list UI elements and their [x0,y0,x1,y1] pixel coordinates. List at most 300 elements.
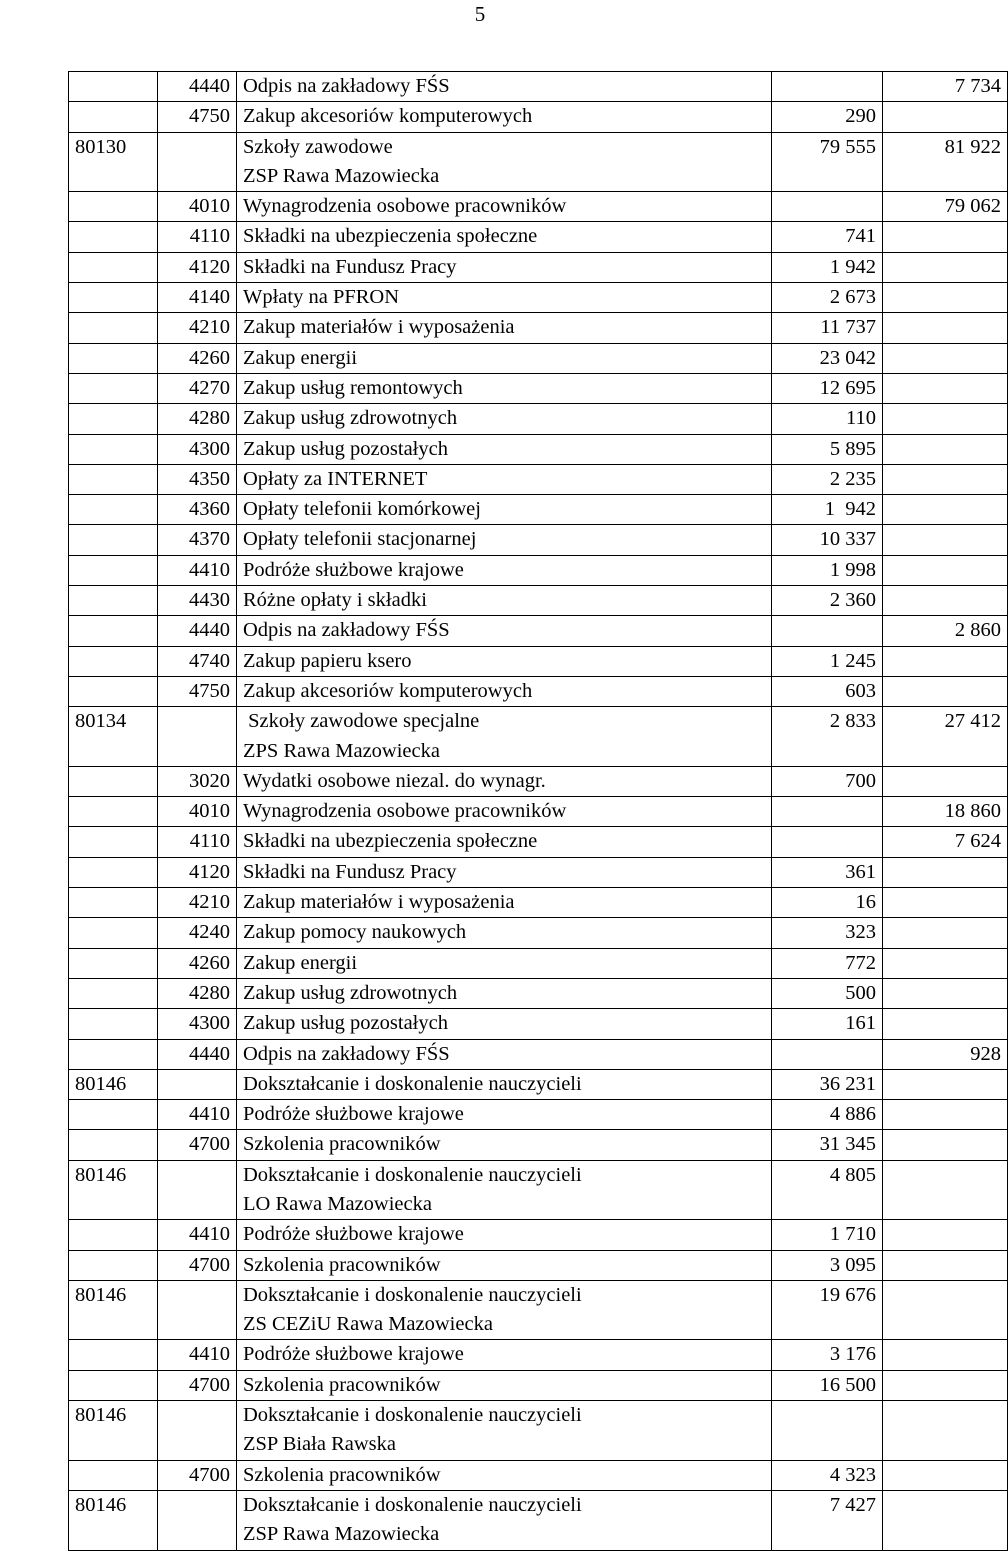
plan-amount-cell [772,252,883,282]
paragraf-cell [158,1460,237,1490]
plan-amount-value: 1 998 [829,558,876,581]
paragraf-value: 4280 [189,981,230,1004]
total-amount-cell [883,343,1008,373]
paragraf-cell [158,555,237,585]
table-row [69,404,1008,434]
plan-amount-value: 2 235 [829,467,876,490]
plan-amount-cell [772,586,883,616]
dzial-cell [69,1401,158,1461]
name-cell [237,132,772,192]
plan-amount-value: 16 500 [819,1373,876,1396]
table-row [69,1100,1008,1130]
plan-amount-cell [772,1460,883,1490]
budget-table-body [69,72,1008,1551]
paragraf-value: 4440 [189,619,230,642]
item-name: Zakup usług remontowych [243,376,463,399]
dzial-value [75,918,151,947]
dzial-cell [69,1130,158,1160]
plan-amount-value: 772 [845,951,876,974]
dzial-cell [69,525,158,555]
dzial-value [75,344,151,373]
dzial-cell [69,283,158,313]
paragraf-cell [158,918,237,948]
dzial-cell [69,918,158,948]
dzial-cell [69,495,158,525]
plan-amount-value: 36 231 [819,1072,876,1095]
dzial-cell [69,1340,158,1370]
name-cell [237,102,772,132]
table-row [69,1250,1008,1280]
item-subname: ZSP Rawa Mazowiecka [243,1523,440,1546]
item-name: Opłaty za INTERNET [243,467,428,490]
name-cell [237,1280,772,1340]
plan-amount-cell [772,1009,883,1039]
name-cell [237,1401,772,1461]
total-amount-cell [883,616,1008,646]
dzial-value [75,495,151,524]
plan-amount-cell [772,707,883,767]
table-row [69,857,1008,887]
dzial-value [75,556,151,585]
plan-amount-cell [772,464,883,494]
paragraf-value: 4280 [189,407,230,430]
plan-amount-cell [772,646,883,676]
dzial-value [75,1340,151,1369]
paragraf-value: 4370 [189,528,230,551]
dzial-value [75,374,151,403]
name-cell [237,918,772,948]
plan-amount-cell [772,373,883,403]
item-subname: ZS CEZiU Rawa Mazowiecka [243,1313,493,1336]
item-name: Odpis na zakładowy FŚS [243,75,450,97]
name-cell [237,1220,772,1250]
total-amount-cell [883,313,1008,343]
dzial-value: 80146 [75,1072,127,1095]
paragraf-value: 4010 [189,195,230,218]
item-name: Zakup materiałów i wyposażenia [243,891,515,914]
total-amount-cell [883,192,1008,222]
total-amount-value [889,102,1001,131]
total-amount-cell [883,434,1008,464]
plan-amount-cell [772,72,883,102]
item-name: Zakup akcesoriów komputerowych [243,679,533,702]
plan-amount-cell [772,1039,883,1069]
paragraf-cell [158,343,237,373]
table-row [69,72,1008,102]
total-amount-cell [883,586,1008,616]
total-amount-value: 79 062 [944,195,1001,218]
paragraf-value: 4140 [189,286,230,309]
plan-amount-value: 12 695 [819,376,876,399]
paragraf-cell [158,1401,237,1461]
paragraf-cell [158,857,237,887]
dzial-value: 80146 [75,1493,127,1516]
dzial-cell [69,797,158,827]
item-name: Zakup energii [243,346,358,369]
dzial-cell [69,1280,158,1340]
total-amount-value [889,313,1001,342]
plan-amount-cell [772,222,883,252]
paragraf-value: 4010 [189,800,230,823]
paragraf-value: 4440 [189,1042,230,1065]
dzial-value [75,102,151,131]
name-cell [237,978,772,1008]
plan-amount-value [778,616,876,645]
total-amount-value: 81 922 [944,135,1001,158]
name-cell [237,616,772,646]
total-amount-value [889,888,1001,917]
plan-amount-cell [772,1160,883,1220]
plan-amount-cell [772,978,883,1008]
item-name: Zakup usług zdrowotnych [243,981,458,1004]
total-amount-value [889,253,1001,282]
total-amount-cell [883,1100,1008,1130]
total-amount-value [889,404,1001,433]
dzial-cell [69,766,158,796]
total-amount-cell [883,1370,1008,1400]
total-amount-value [889,1130,1001,1159]
total-amount-value [889,1281,1001,1310]
dzial-cell [69,373,158,403]
paragraf-value: 4240 [189,921,230,944]
paragraf-value: 4110 [189,830,230,853]
name-cell [237,676,772,706]
dzial-cell [69,948,158,978]
name-cell [237,404,772,434]
total-amount-cell [883,555,1008,585]
total-amount-value [889,858,1001,887]
dzial-cell [69,1009,158,1039]
total-amount-value [889,979,1001,1008]
plan-amount-cell [772,555,883,585]
item-name: Wynagrodzenia osobowe pracowników [243,800,567,823]
name-cell [237,1250,772,1280]
name-cell [237,857,772,887]
paragraf-value: 4410 [189,1223,230,1246]
total-amount-cell [883,1280,1008,1340]
name-cell [237,646,772,676]
total-amount-value: 27 412 [944,710,1001,733]
item-name: Zakup pomocy naukowych [243,921,467,944]
total-amount-value [889,435,1001,464]
item-name: Zakup energii [243,951,358,974]
paragraf-cell [158,373,237,403]
name-cell [237,1490,772,1550]
total-amount-value [889,222,1001,251]
paragraf-value: 4750 [189,679,230,702]
table-row [69,888,1008,918]
dzial-value [75,283,151,312]
paragraf-value: 4260 [189,951,230,974]
total-amount-value: 7 624 [954,830,1001,853]
total-amount-value: 18 860 [944,800,1001,823]
paragraf-value: 4740 [189,649,230,672]
dzial-value [75,979,151,1008]
total-amount-cell [883,918,1008,948]
dzial-value [75,404,151,433]
total-amount-cell [883,888,1008,918]
table-row [69,373,1008,403]
dzial-value [75,677,151,706]
total-amount-cell [883,464,1008,494]
item-name: Szkolenia pracowników [243,1373,441,1396]
dzial-value: 80146 [75,1163,127,1186]
table-row [69,102,1008,132]
plan-amount-cell [772,1280,883,1340]
total-amount-value [889,1161,1001,1190]
plan-amount-value [778,72,876,101]
dzial-value [75,72,151,101]
name-cell [237,948,772,978]
paragraf-cell [158,766,237,796]
dzial-cell [69,888,158,918]
paragraf-value: 4700 [189,1373,230,1396]
plan-amount-cell [772,192,883,222]
plan-amount-cell [772,918,883,948]
item-name: Dokształcanie i doskonalenie nauczycieli [243,1163,582,1186]
plan-amount-cell [772,676,883,706]
paragraf-value [164,707,230,736]
dzial-cell [69,464,158,494]
total-amount-cell [883,1340,1008,1370]
table-row [69,1069,1008,1099]
item-name: Podróże służbowe krajowe [243,558,464,581]
plan-amount-value: 700 [845,769,876,792]
total-amount-value [889,525,1001,554]
budget-table [68,71,1008,1551]
name-cell [237,313,772,343]
dzial-cell [69,586,158,616]
total-amount-cell [883,1130,1008,1160]
plan-amount-value: 741 [845,225,876,248]
name-cell [237,1009,772,1039]
dzial-value [75,1371,151,1400]
plan-amount-cell [772,1100,883,1130]
dzial-cell [69,102,158,132]
table-row [69,555,1008,585]
table-row [69,343,1008,373]
paragraf-cell [158,72,237,102]
paragraf-value: 4300 [189,1012,230,1035]
dzial-cell [69,1069,158,1099]
paragraf-cell [158,676,237,706]
dzial-cell [69,1220,158,1250]
plan-amount-value: 161 [845,1012,876,1035]
total-amount-cell [883,525,1008,555]
total-amount-value [889,647,1001,676]
total-amount-cell [883,857,1008,887]
item-name: Opłaty telefonii stacjonarnej [243,528,477,551]
name-cell [237,525,772,555]
name-cell [237,1370,772,1400]
paragraf-cell [158,132,237,192]
paragraf-cell [158,586,237,616]
dzial-cell [69,313,158,343]
paragraf-value: 4430 [189,589,230,612]
paragraf-cell [158,616,237,646]
item-name: Składki na ubezpieczenia społeczne [243,225,538,248]
dzial-value [75,616,151,645]
table-row [69,1039,1008,1069]
plan-amount-value [778,1040,876,1069]
total-amount-value: 2 860 [954,619,1001,642]
plan-amount-value: 16 [855,891,876,914]
paragraf-value: 4410 [189,558,230,581]
total-amount-value: 928 [970,1042,1001,1065]
table-row [69,827,1008,857]
name-cell [237,72,772,102]
dzial-cell [69,434,158,464]
dzial-value [75,1040,151,1069]
paragraf-cell [158,948,237,978]
total-amount-value [889,1009,1001,1038]
dzial-cell [69,857,158,887]
total-amount-value [889,1220,1001,1249]
total-amount-cell [883,646,1008,676]
total-amount-cell [883,827,1008,857]
paragraf-cell [158,102,237,132]
total-amount-value [889,1371,1001,1400]
paragraf-value: 4410 [189,1103,230,1126]
total-amount-value [889,1491,1001,1520]
plan-amount-value: 1 245 [829,649,876,672]
dzial-value [75,465,151,494]
item-subname: ZSP Biała Rawska [243,1433,396,1456]
plan-amount-cell [772,766,883,796]
plan-amount-value: 11 737 [820,316,876,339]
dzial-cell [69,707,158,767]
paragraf-value: 4700 [189,1133,230,1156]
name-cell [237,1160,772,1220]
item-name: Podróże służbowe krajowe [243,1103,464,1126]
table-row [69,464,1008,494]
total-amount-cell [883,132,1008,192]
plan-amount-value: 19 676 [819,1283,876,1306]
dzial-value [75,858,151,887]
total-amount-cell [883,676,1008,706]
paragraf-value: 4440 [189,75,230,97]
plan-amount-value: 2 833 [829,710,876,733]
dzial-value [75,253,151,282]
plan-amount-value: 361 [845,860,876,883]
item-name: Szkoły zawodowe [243,135,393,158]
paragraf-value: 4350 [189,467,230,490]
plan-amount-value: 2 360 [829,589,876,612]
paragraf-value: 4120 [189,255,230,278]
paragraf-cell [158,707,237,767]
table-row [69,525,1008,555]
table-row [69,586,1008,616]
dzial-value [75,767,151,796]
plan-amount-cell [772,1220,883,1250]
item-name: Dokształcanie i doskonalenie nauczycieli [243,1404,582,1427]
paragraf-value [164,133,230,162]
paragraf-value: 3020 [189,769,230,792]
table-row [69,978,1008,1008]
total-amount-value [889,1100,1001,1129]
plan-amount-cell [772,797,883,827]
dzial-value [75,1100,151,1129]
name-cell [237,586,772,616]
plan-amount-cell [772,313,883,343]
dzial-value [75,827,151,856]
paragraf-value: 4300 [189,437,230,460]
paragraf-value: 4110 [189,225,230,248]
total-amount-cell [883,1460,1008,1490]
total-amount-cell [883,766,1008,796]
total-amount-value [889,586,1001,615]
plan-amount-value [778,1401,876,1430]
plan-amount-value [778,827,876,856]
plan-amount-cell [772,132,883,192]
table-row [69,1460,1008,1490]
total-amount-cell [883,948,1008,978]
total-amount-value [889,283,1001,312]
table-row [69,1370,1008,1400]
paragraf-cell [158,252,237,282]
paragraf-cell [158,1220,237,1250]
paragraf-cell [158,1340,237,1370]
dzial-value [75,192,151,221]
item-name: Szkoły zawodowe specjalne [243,710,480,733]
paragraf-cell [158,1069,237,1099]
name-cell [237,373,772,403]
name-cell [237,252,772,282]
plan-amount-cell [772,283,883,313]
total-amount-cell [883,1069,1008,1099]
name-cell [237,707,772,767]
table-row [69,222,1008,252]
plan-amount-value: 4 323 [829,1463,876,1486]
name-cell [237,555,772,585]
paragraf-cell [158,1490,237,1550]
paragraf-cell [158,978,237,1008]
total-amount-cell [883,102,1008,132]
plan-amount-value: 5 895 [829,437,876,460]
name-cell [237,283,772,313]
total-amount-cell [883,252,1008,282]
total-amount-value [889,465,1001,494]
table-row [69,192,1008,222]
page-number: 5 [474,2,486,26]
plan-amount-value: 79 555 [819,135,876,158]
paragraf-value [164,1491,230,1520]
plan-amount-cell [772,434,883,464]
dzial-value [75,1461,151,1490]
total-amount-cell [883,495,1008,525]
total-amount-value [889,767,1001,796]
plan-amount-cell [772,1130,883,1160]
dzial-value [75,1009,151,1038]
plan-amount-value: 1 942 [824,498,876,521]
paragraf-cell [158,495,237,525]
item-name: Podróże służbowe krajowe [243,1223,464,1246]
paragraf-value: 4120 [189,860,230,883]
plan-amount-cell [772,1490,883,1550]
dzial-value [75,435,151,464]
total-amount-value [889,344,1001,373]
plan-amount-cell [772,1069,883,1099]
item-name: Zakup usług pozostałych [243,437,448,460]
paragraf-value: 4260 [189,346,230,369]
name-cell [237,192,772,222]
table-row [69,948,1008,978]
paragraf-value [164,1161,230,1190]
paragraf-cell [158,646,237,676]
plan-amount-value: 110 [846,407,876,430]
paragraf-cell [158,1250,237,1280]
plan-amount-cell [772,948,883,978]
